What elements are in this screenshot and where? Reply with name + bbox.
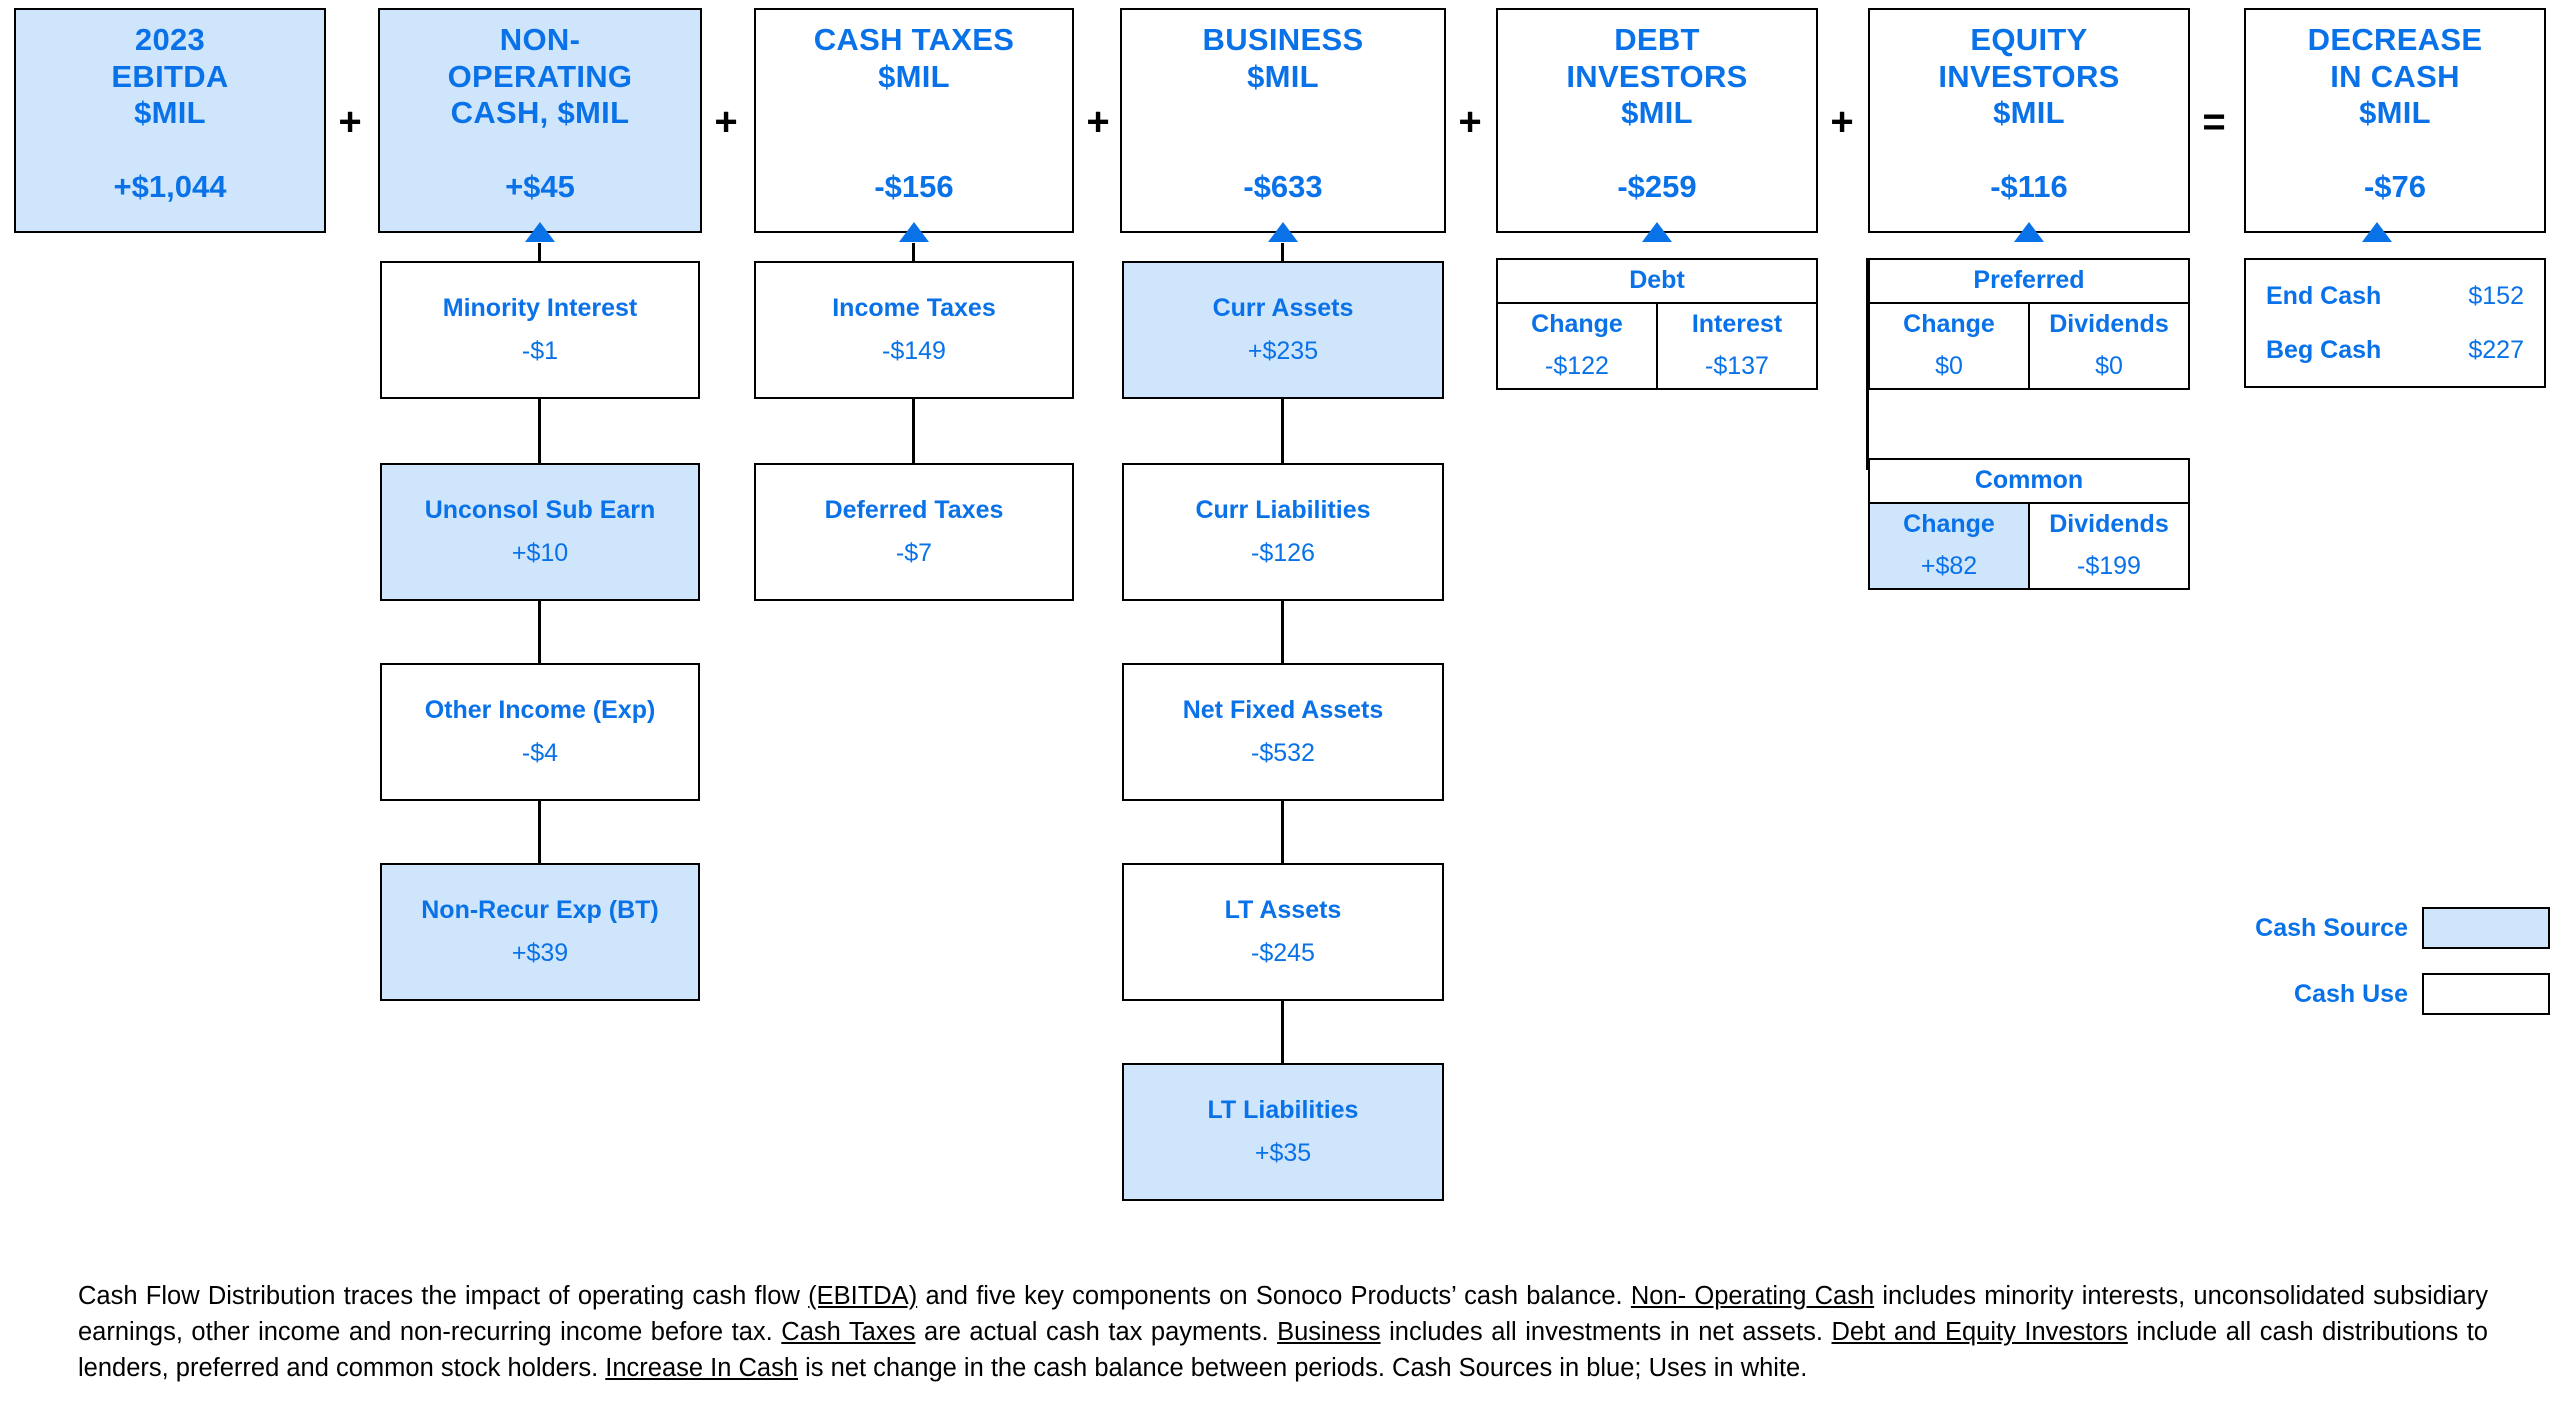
item-non-recur-exp-bt [380,863,700,1001]
cash-balance-box [2244,258,2546,388]
legend-swatch-source [2422,907,2550,949]
cash-balance-label: End Cash [2266,282,2382,310]
cash-balance-value: $152 [2468,282,2524,310]
common-table-header-change: Change [1870,504,2030,546]
item-income-taxes [754,261,1074,399]
item-value: +$35 [1254,1139,1312,1168]
column-header-value: -$633 [1243,169,1323,204]
connector-line [1281,601,1284,665]
common-table-value-dividends: -$199 [2077,552,2141,580]
item-value: -$126 [1251,539,1315,568]
connector-line [538,399,541,473]
legend-label: Cash Use [2294,979,2408,1008]
operator-plus-3: + [1086,100,1110,144]
column-header-debt-investors [1496,8,1818,233]
debt-table-header-change: Change [1498,304,1658,346]
preferred-table [1868,258,2190,390]
cash-balance-label: Beg Cash [2266,336,2382,364]
arrow-up-cash-taxes [899,222,929,242]
preferred-table-value-row [1870,346,2188,388]
footnote-term-increase-in-cash: Increase In Cash [605,1354,799,1383]
cash-balance-row-beg-cash [2266,336,2524,365]
item-label: Income Taxes [832,293,996,322]
item-lt-assets [1122,863,1444,1001]
common-table-value-change: +$82 [1870,546,2030,588]
column-header-value: -$116 [1990,169,2068,204]
footnote-term-debt-equity-investors: Debt and Equity Investors [1831,1318,2128,1347]
item-label: Curr Liabilities [1195,495,1371,524]
item-value: -$149 [882,337,946,366]
cash-balance-row-end-cash [2266,282,2524,311]
preferred-table-header-row [1870,304,2188,346]
item-label: Other Income (Exp) [424,695,656,724]
arrow-up-decrease-in-cash [2362,222,2392,242]
common-table-header-dividends: Dividends [2049,510,2169,538]
item-value: -$532 [1251,739,1315,768]
item-curr-liabilities [1122,463,1444,601]
footnote-term-cash-taxes: Cash Taxes [781,1318,916,1347]
item-value: +$10 [511,539,569,568]
legend-cash-source [2178,907,2550,949]
connector-line [1281,399,1284,463]
column-header-title: BUSINESS $MIL [1202,22,1364,94]
column-header-value: -$76 [2363,169,2427,204]
column-header-cash-taxes [754,8,1074,233]
item-net-fixed-assets [1122,663,1444,801]
common-table-header-row [1870,504,2188,546]
item-value: -$245 [1251,939,1315,968]
operator-equals: = [2202,100,2226,144]
column-header-title: CASH TAXES $MIL [813,22,1015,94]
item-other-income-exp [380,663,700,801]
preferred-table-value-change: $0 [1870,346,2030,388]
column-header-non-operating-cash [378,8,702,233]
footnote-part: Cash Flow Distribution traces the impact of operating cash flow [78,1282,809,1310]
item-value: -$1 [521,337,559,366]
debt-table-value-change: -$122 [1498,346,1658,388]
connector-line [538,601,541,665]
column-header-ebitda [14,8,326,233]
debt-table-value-row [1498,346,1816,388]
common-table [1868,458,2190,590]
cash-balance-value: $227 [2468,336,2524,364]
connector-line [912,243,915,261]
item-label: Curr Assets [1212,293,1354,322]
debt-table-value-interest: -$137 [1705,352,1769,380]
connector-line [912,399,915,463]
common-table-title: Common [1870,460,2188,504]
preferred-table-header-change: Change [1870,304,2030,346]
arrow-up-debt-investors [1642,222,1672,242]
item-label: Deferred Taxes [824,495,1004,524]
footnote-part: is net change in the cash balance between periods. Cash Sources in blue; Uses in white. [798,1354,1808,1383]
column-header-decrease-in-cash [2244,8,2546,233]
item-minority-interest [380,261,700,399]
connector-line [538,801,541,865]
legend-cash-use [2178,973,2550,1015]
item-label: Unconsol Sub Earn [424,495,656,524]
footnote [78,1278,2488,1387]
arrow-up-non-operating-cash [525,222,555,242]
item-label: Minority Interest [442,293,638,322]
item-label: Non-Recur Exp (BT) [421,895,659,924]
column-header-title: NON- OPERATING CASH, $MIL [447,22,633,131]
item-unconsol-sub-earn [380,463,700,601]
item-value: +$235 [1247,337,1319,366]
footnote-term-ebitda: (EBITDA) [808,1282,918,1310]
item-value: -$7 [895,539,933,568]
column-header-value: +$45 [505,169,575,204]
operator-plus-4: + [1458,100,1482,144]
connector-line [1281,801,1284,865]
column-header-value: +$1,044 [113,169,227,204]
item-value: +$39 [511,939,569,968]
preferred-table-value-dividends: $0 [2095,352,2123,380]
item-label: LT Assets [1224,895,1342,924]
column-header-title: EQUITY INVESTORS $MIL [1938,22,2120,131]
connector-line [1866,258,1869,470]
item-deferred-taxes [754,463,1074,601]
column-header-title: 2023 EBITDA $MIL [111,22,229,131]
legend-label: Cash Source [2255,913,2408,942]
footnote-part: include all cash distributions to lenders, preferred and common stock holders. [78,1318,2488,1383]
column-header-value: -$156 [874,169,954,204]
item-label: LT Liabilities [1207,1095,1359,1124]
legend-swatch-use [2422,973,2550,1015]
connector-line [1281,1001,1284,1065]
operator-plus-5: + [1830,100,1854,144]
debt-table [1496,258,1818,390]
column-header-title: DEBT INVESTORS $MIL [1566,22,1748,131]
item-value: -$4 [521,739,559,768]
debt-table-header-interest: Interest [1691,310,1783,338]
column-header-business [1120,8,1446,233]
footnote-part: includes minority interests, unconsolidated subsidiary earnings, other income and non-recurring income before tax. [78,1282,2488,1347]
arrow-up-business [1268,222,1298,242]
connector-line [1281,243,1284,261]
footnote-part: includes all investments in net assets. [1380,1318,1832,1347]
footnote-term-business: Business [1277,1318,1381,1347]
item-lt-liabilities [1122,1063,1444,1201]
column-header-title: DECREASE IN CASH $MIL [2307,22,2483,131]
item-curr-assets [1122,261,1444,399]
item-label: Net Fixed Assets [1182,695,1384,724]
connector-line [538,243,541,261]
preferred-table-header-dividends: Dividends [2049,310,2169,338]
common-table-value-row [1870,546,2188,588]
footnote-term-non-operating-cash: Non- Operating Cash [1630,1282,1875,1310]
debt-table-header-row [1498,304,1816,346]
debt-table-title: Debt [1498,260,1816,304]
column-header-equity-investors [1868,8,2190,233]
footnote-part: and five key components on Sonoco Products’ cash balance. [917,1282,1631,1310]
preferred-table-title: Preferred [1870,260,2188,304]
column-header-value: -$259 [1617,169,1697,204]
operator-plus-2: + [714,100,738,144]
operator-plus-1: + [338,100,362,144]
footnote-part: are actual cash tax payments. [915,1318,1278,1347]
arrow-up-equity-investors [2014,222,2044,242]
